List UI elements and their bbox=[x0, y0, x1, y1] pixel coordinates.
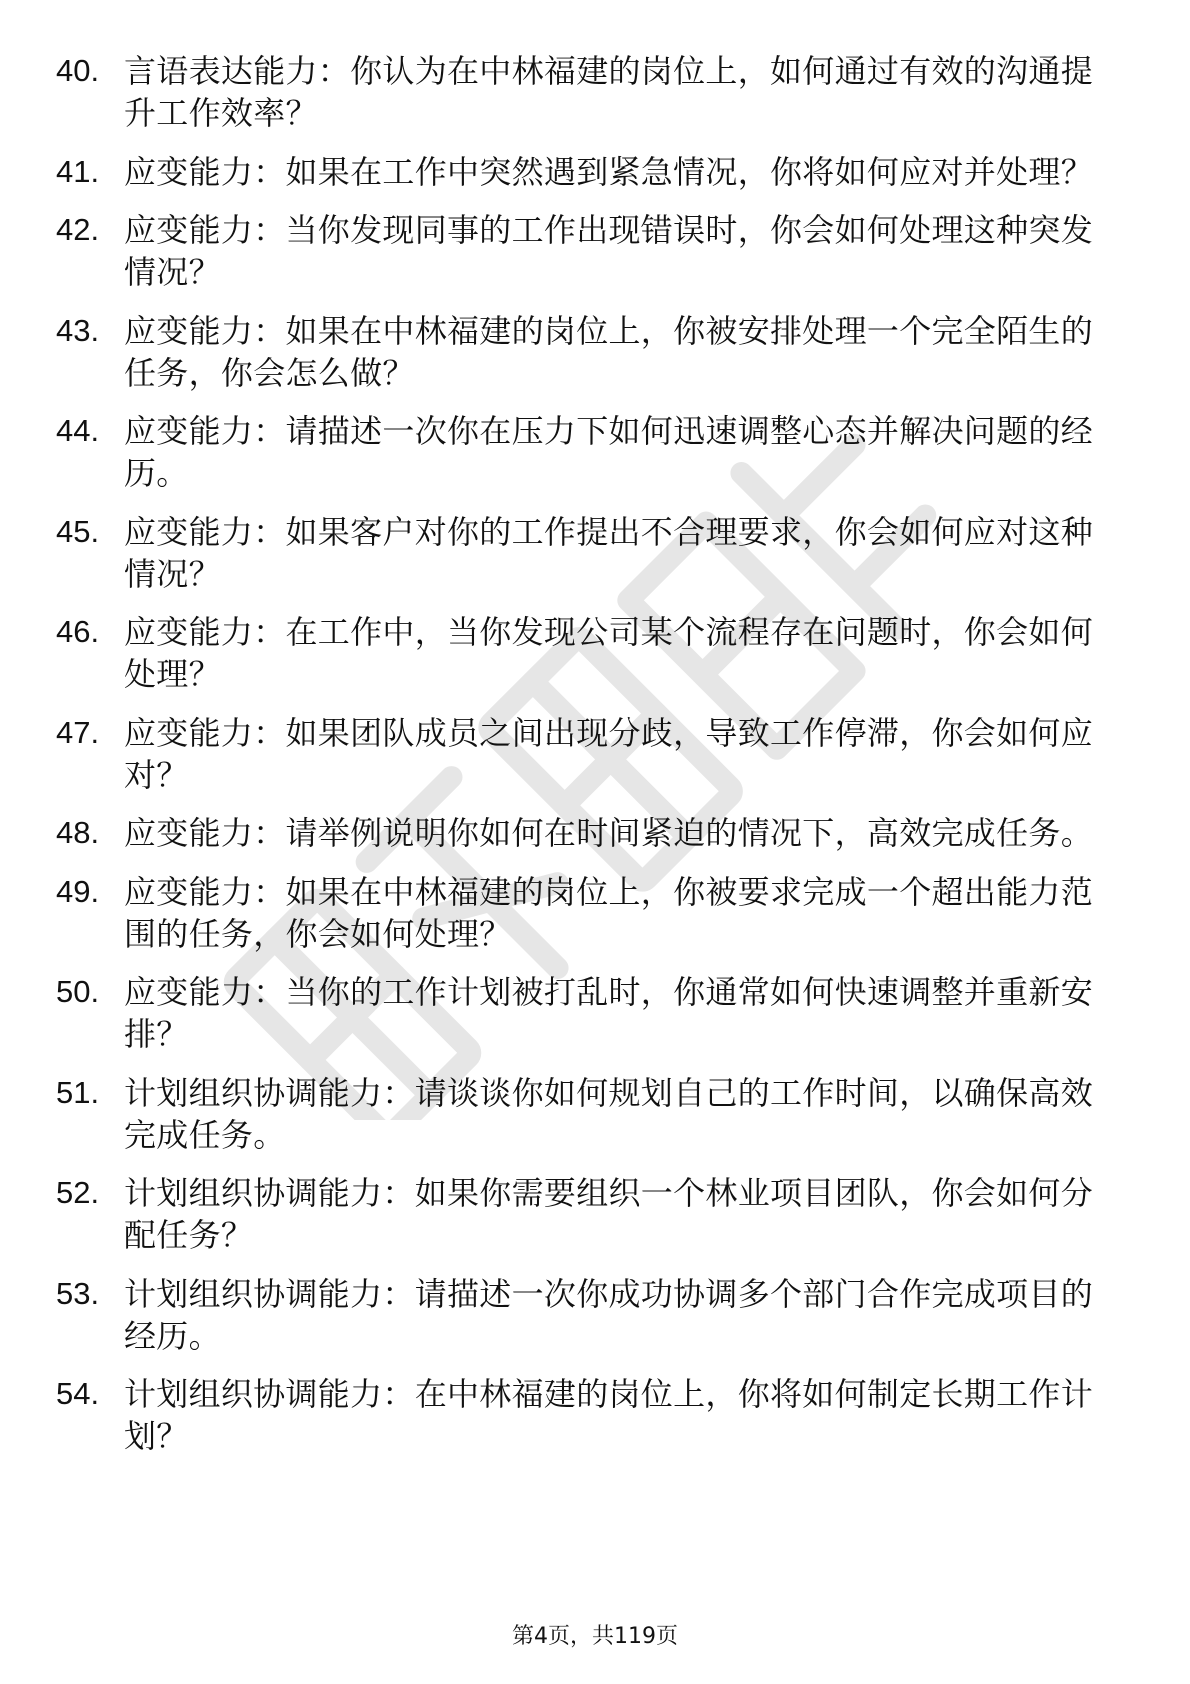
question-number: 44. bbox=[56, 413, 100, 448]
question-text: 计划组织协调能力：如果你需要组织一个林业项目团队，你会如何分配任务？ bbox=[124, 1174, 1094, 1254]
list-item bbox=[56, 50, 1106, 134]
question-list bbox=[56, 50, 1106, 1474]
list-item bbox=[56, 1273, 1106, 1357]
question-text: 应变能力：在工作中，当你发现公司某个流程存在问题时，你会如何处理？ bbox=[124, 613, 1094, 693]
question-number: 40. bbox=[56, 53, 100, 88]
question-number: 52. bbox=[56, 1175, 100, 1210]
question-number: 50. bbox=[56, 974, 100, 1009]
question-text: 应变能力：如果在中林福建的岗位上，你被安排处理一个完全陌生的任务，你会怎么做？ bbox=[124, 311, 1094, 392]
question-text: 应变能力：如果在中林福建的岗位上，你被要求完成一个超出能力范围的任务，你会如何处理？ bbox=[124, 872, 1094, 953]
question-text: 应变能力：请描述一次你在压力下如何迅速调整心态并解决问题的经历。 bbox=[124, 412, 1094, 492]
question-text: 应变能力：如果客户对你的工作提出不合理要求，你会如何应对这种情况？ bbox=[124, 512, 1094, 593]
question-text: 言语表达能力：你认为在中林福建的岗位上，如何通过有效的沟通提升工作效率？ bbox=[124, 52, 1094, 132]
question-number: 42. bbox=[56, 212, 100, 247]
question-number: 54. bbox=[56, 1376, 100, 1411]
question-text: 应变能力：如果团队成员之间出现分歧，导致工作停滞，你会如何应对？ bbox=[124, 713, 1094, 794]
question-text: 应变能力：当你发现同事的工作出现错误时，你会如何处理这种突发情况？ bbox=[124, 211, 1094, 291]
list-item bbox=[56, 611, 1106, 695]
list-item bbox=[56, 209, 1106, 293]
question-number: 45. bbox=[56, 513, 100, 549]
question-text: 计划组织协调能力：请描述一次你成功协调多个部门合作完成项目的经历。 bbox=[124, 1274, 1094, 1355]
question-text: 应变能力：如果在工作中突然遇到紧急情况，你将如何应对并处理？ bbox=[124, 152, 1094, 191]
list-item bbox=[56, 1072, 1106, 1156]
list-item bbox=[56, 310, 1106, 394]
list-item bbox=[56, 151, 1106, 193]
question-number: 49. bbox=[56, 873, 100, 909]
question-number: 46. bbox=[56, 614, 100, 649]
question-text: 应变能力：请举例说明你如何在时间紧迫的情况下，高效完成任务。 bbox=[124, 814, 1094, 852]
list-item bbox=[56, 871, 1106, 955]
question-text: 应变能力：当你的工作计划被打乱时，你通常如何快速调整并重新安排？ bbox=[124, 973, 1094, 1053]
question-number: 48. bbox=[56, 815, 100, 850]
list-item bbox=[56, 511, 1106, 595]
question-number: 47. bbox=[56, 714, 100, 750]
list-item bbox=[56, 812, 1106, 854]
question-number: 53. bbox=[56, 1275, 100, 1311]
list-item bbox=[56, 712, 1106, 796]
question-number: 41. bbox=[56, 153, 100, 189]
question-text: 计划组织协调能力：请谈谈你如何规划自己的工作时间，以确保高效完成任务。 bbox=[124, 1073, 1094, 1154]
list-item bbox=[56, 1172, 1106, 1256]
list-item bbox=[56, 971, 1106, 1055]
page-number: 第4页，共119页 bbox=[512, 1624, 678, 1649]
question-number: 51. bbox=[56, 1074, 100, 1110]
question-text: 计划组织协调能力：在中林福建的岗位上，你将如何制定长期工作计划？ bbox=[124, 1375, 1094, 1455]
question-number: 43. bbox=[56, 312, 100, 348]
list-item bbox=[56, 410, 1106, 494]
list-item bbox=[56, 1373, 1106, 1457]
